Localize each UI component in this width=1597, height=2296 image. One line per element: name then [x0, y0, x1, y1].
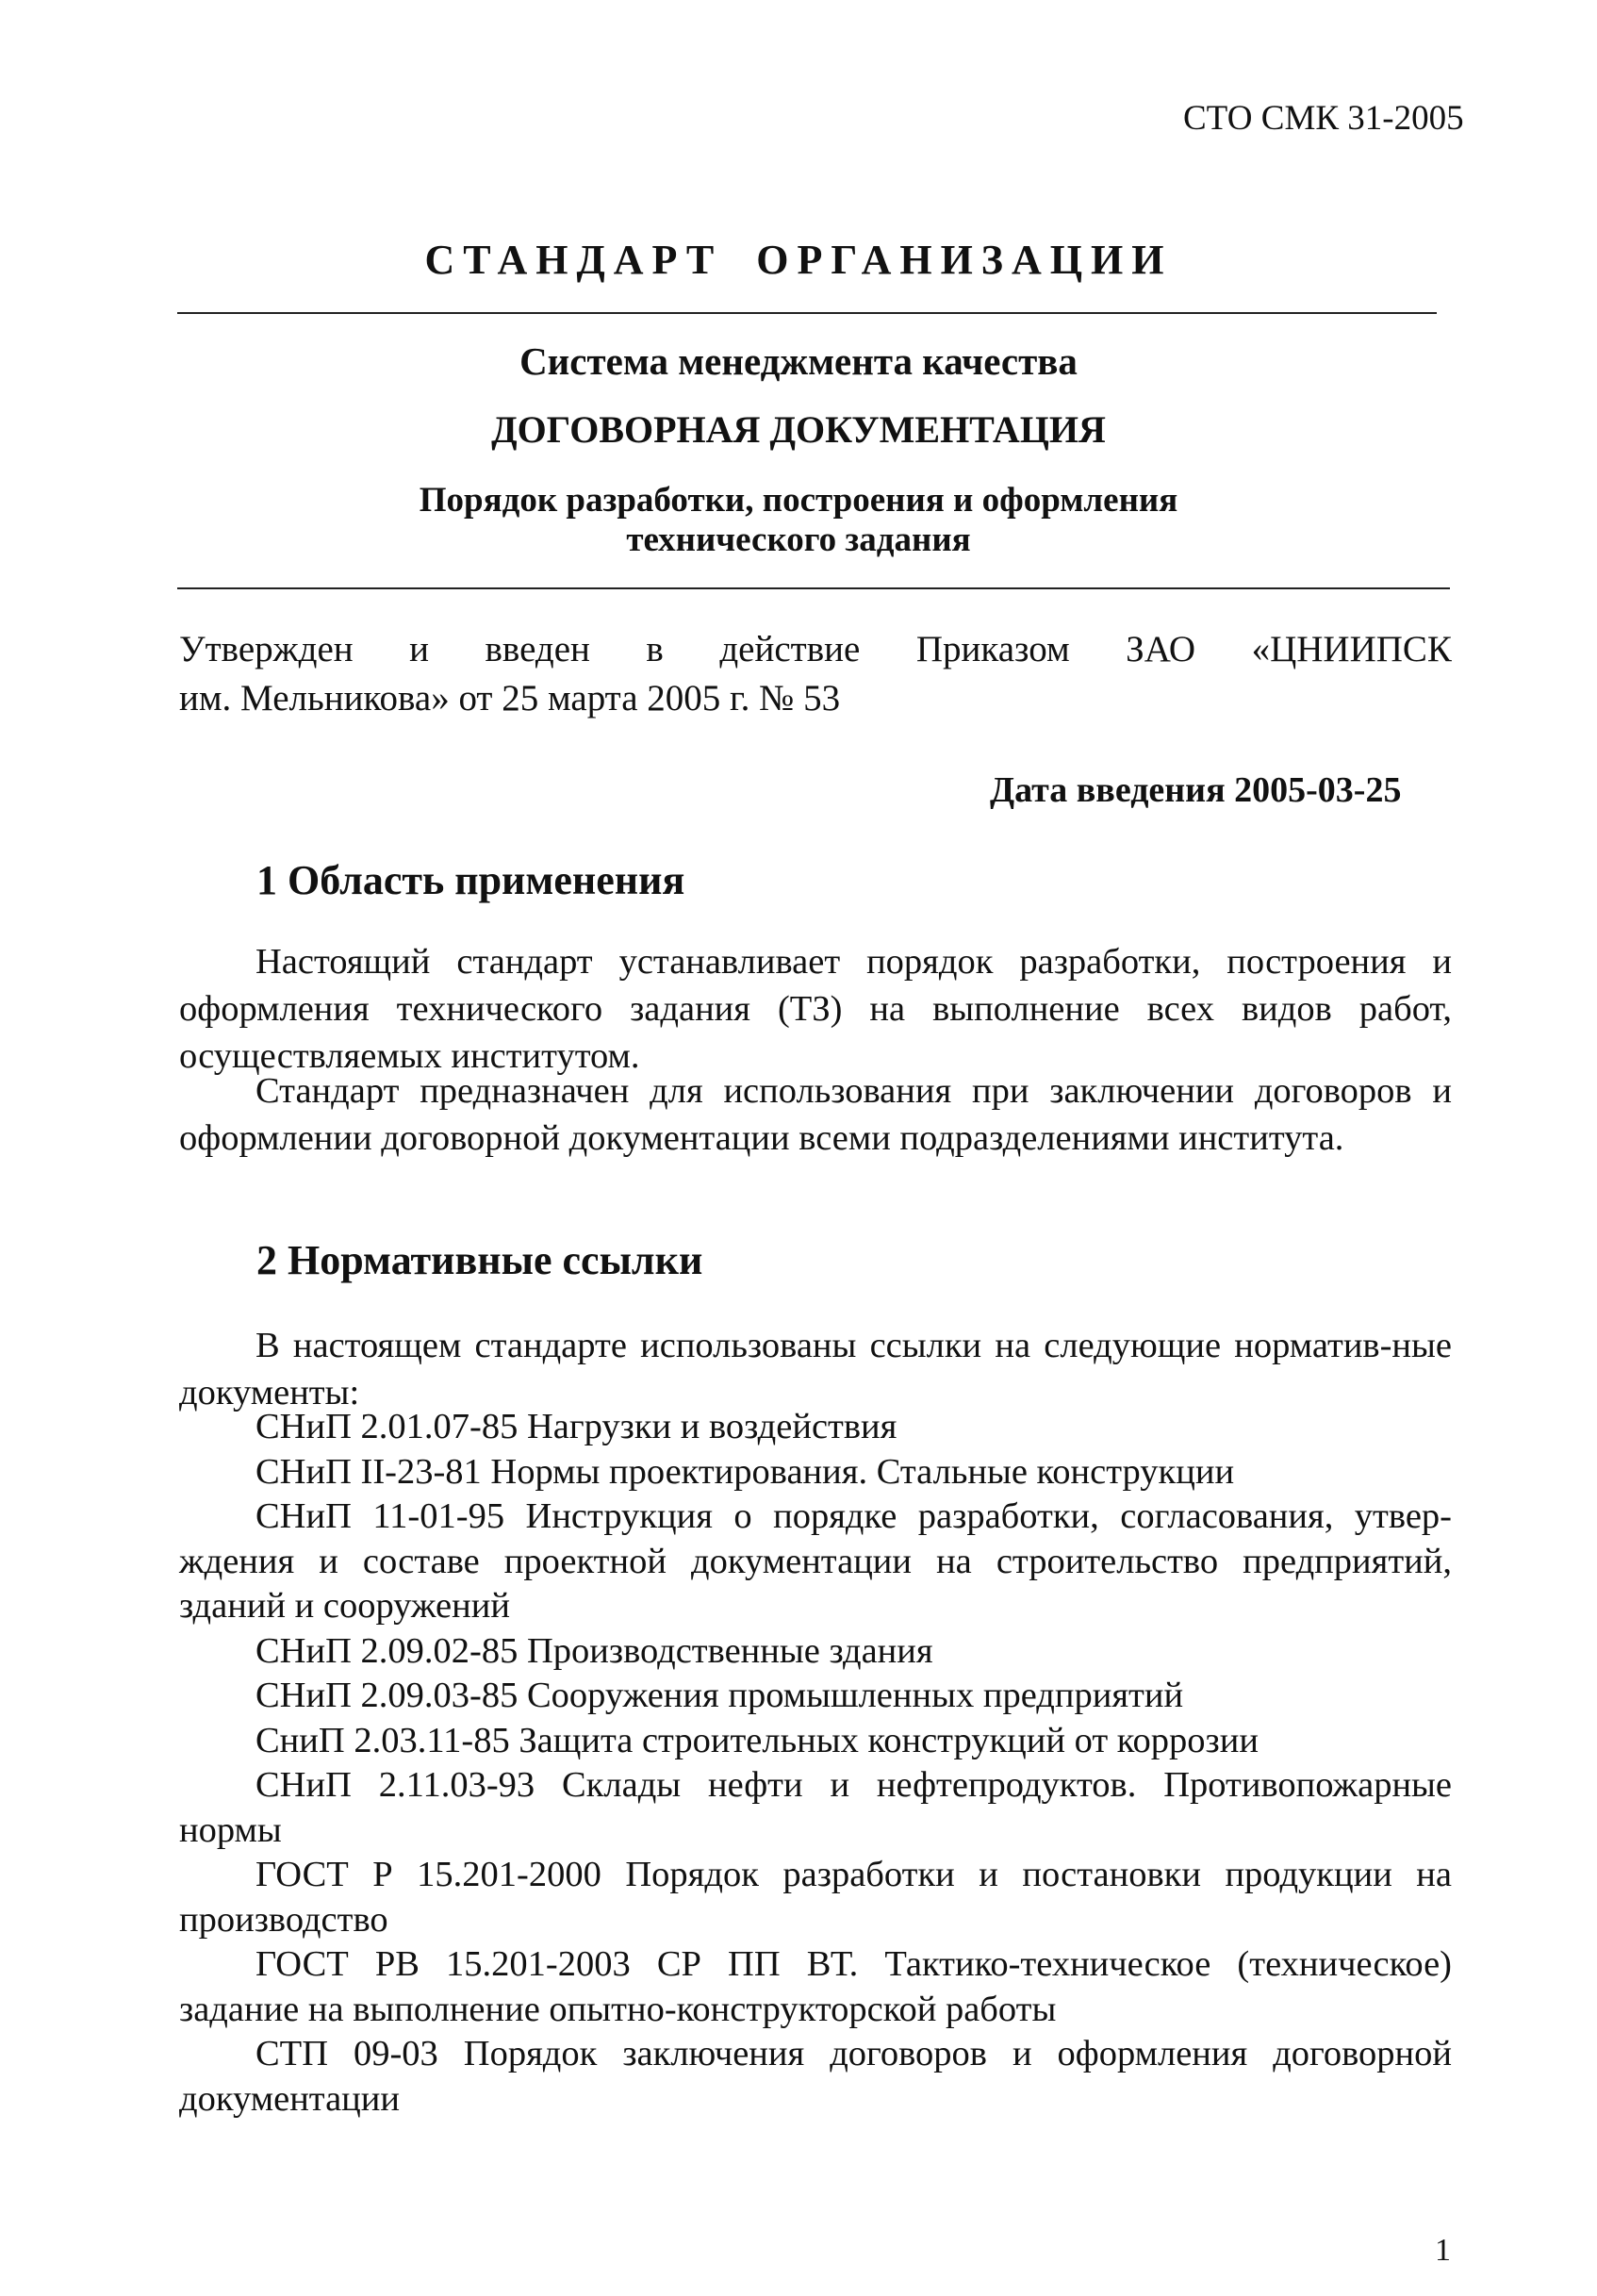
scope-paragraph: Стандарт предназначен для использования при заключении договоров и оформлении договорной документации всеми подразделениями института. [179, 1071, 1452, 1158]
approval-word: «ЦНИИПСК [1251, 629, 1452, 669]
reference-item: СНиП 2.09.02-85 Производственные здания [255, 1630, 933, 1671]
approval-word: введен [485, 629, 590, 669]
reference-list [179, 1405, 1452, 2122]
section-heading-scope: 1 Область применения [256, 857, 685, 903]
approval-word: Приказом [915, 629, 1070, 669]
document-code: СТО СМК 31-2005 [1183, 99, 1464, 138]
reference-item: СНиП 2.11.03-93 Склады нефти и нефтепродуктов. Противопожарные нормы [179, 1765, 1452, 1850]
reference-item: ГОСТ Р 15.201-2000 Порядок разработки и постановки продукции на производство [179, 1855, 1452, 1940]
reference-item: СТП 09-03 Порядок заключения договоров и оформления договорной документации [179, 2034, 1452, 2119]
reference-item: СНиП II-23-81 Нормы проектирования. Стальные конструкции [255, 1451, 1235, 1492]
reference-item: СНиП 11-01-95 Инструкция о порядке разработки, согласования, утвер-ждения и составе проектной документации на строительство предприятий, зданий и сооружений [179, 1496, 1452, 1626]
approval-word: действие [719, 629, 861, 669]
scope-paragraph: Настоящий стандарт устанавливает порядок разработки, построения и оформления технического задания (ТЗ) на выполнение всех видов работ, осуществляемых институтом. [179, 942, 1452, 1076]
approval-word: в [646, 629, 664, 669]
reference-item: СниП 2.03.11-85 Защита строительных конструкций от коррозии [255, 1720, 1259, 1760]
standard-heading [0, 236, 1597, 284]
title-subject-line1: Порядок разработки, построения и оформления [419, 481, 1178, 520]
reference-item: ГОСТ РВ 15.201-2003 СР ПП ВТ. Тактико-техническое (техническое) задание на выполнение опытно-конструкторской работы [179, 1944, 1452, 2029]
section-heading-references: 2 Нормативные ссылки [256, 1237, 703, 1283]
heading-word-organization: ОРГАНИЗАЦИИ [756, 237, 1173, 283]
heading-word-standard: СТАНДАРТ [424, 237, 723, 283]
references-intro: В настоящем стандарте использованы ссылки на следующие норматив-ные документы: [179, 1326, 1452, 1412]
page-number: 1 [1435, 2233, 1451, 2268]
bottom-divider [177, 587, 1450, 589]
reference-item: СНиП 2.01.07-85 Нагрузки и воздействия [255, 1407, 897, 1446]
title-subject-line2: технического задания [626, 520, 971, 559]
reference-item: СНиП 2.09.03-85 Сооружения промышленных предприятий [255, 1676, 1184, 1715]
introduction-date: Дата введения 2005-03-25 [990, 770, 1402, 810]
title-system: Система менеджмента качества [519, 339, 1078, 383]
approval-word: и [409, 629, 429, 669]
title-document-type: ДОГОВОРНАЯ ДОКУМЕНТАЦИЯ [491, 408, 1106, 451]
approval-word: ЗАО [1126, 629, 1196, 669]
approval-line-2: им. Мельникова» от 25 марта 2005 г. № 53 [179, 678, 841, 719]
approval-line-1 [179, 628, 1452, 670]
approval-word: Утвержден [179, 629, 354, 669]
top-divider [177, 312, 1437, 314]
